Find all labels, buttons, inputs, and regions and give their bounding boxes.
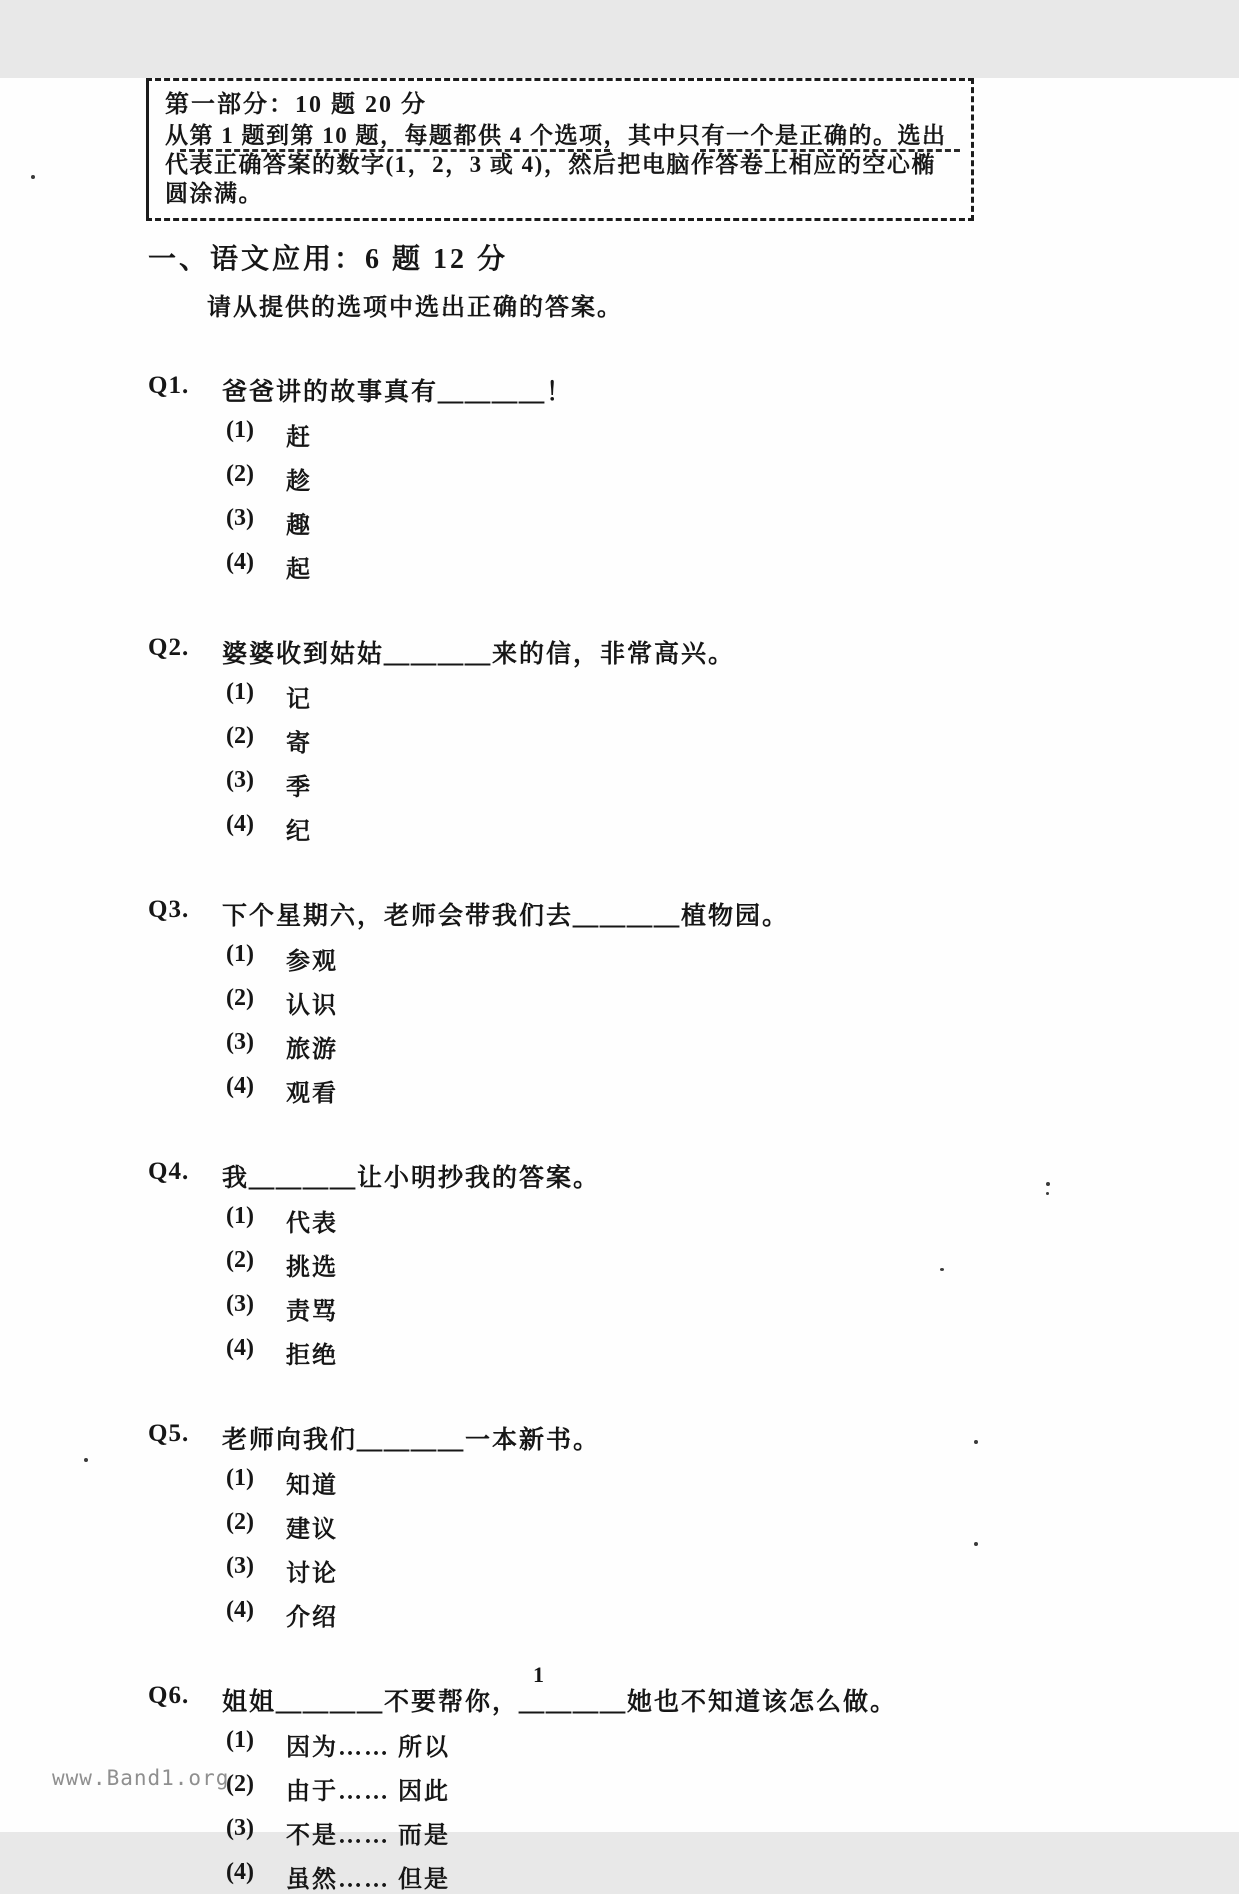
scan-speckle [974,1440,978,1444]
option [226,1247,1239,1282]
option-text: 代表 [286,1211,338,1237]
option-number: (4) [226,1597,254,1623]
option [226,1465,1239,1500]
option [226,461,1239,496]
option-text: 观看 [286,1081,338,1107]
option-number: (3) [226,767,254,793]
option-text: 旅游 [286,1037,338,1063]
option-text: 建议 [286,1517,338,1543]
option-number: (2) [226,1509,254,1535]
section-instruction: 请从提供的选项中选出正确的答案。 [207,295,623,321]
option [226,811,1239,846]
option-number: (4) [226,811,254,837]
option-number: (1) [226,1203,254,1229]
option [226,767,1239,802]
option-text: 不是…… 而是 [286,1823,450,1849]
question-stem: 我＿＿＿＿让小明抄我的答案。 [222,1165,601,1192]
option-text: 虽然…… 但是 [286,1867,450,1893]
option-number: (1) [226,941,254,967]
option-text: 知道 [286,1473,338,1499]
question-3 [148,896,1239,1108]
option-number: (2) [226,985,254,1011]
option [226,1203,1239,1238]
option [226,1859,1239,1894]
option-number: (3) [226,1291,254,1317]
exam-page [0,78,1239,1893]
scan-dash-artifact [180,149,610,152]
option [226,417,1239,452]
option-text: 责骂 [286,1299,338,1325]
question-4 [148,1158,1239,1370]
question-number: Q3. [148,896,190,923]
scan-speckle [974,1542,978,1546]
option-text: 由于…… 因此 [286,1779,450,1805]
option-text: 认识 [286,993,338,1019]
option [226,723,1239,758]
question-5 [148,1420,1239,1632]
option-text: 纪 [286,819,312,845]
option-text: 季 [286,775,312,801]
question-number: Q4. [148,1158,190,1185]
option-number: (1) [226,679,254,705]
option-text: 寄 [286,731,312,757]
option-text: 参观 [286,949,338,975]
option-text: 趣 [286,513,312,539]
option [226,549,1239,584]
option [226,1815,1239,1850]
option-text: 起 [286,557,312,583]
page-number: 1 [533,1662,544,1687]
instructions-line: 代表正确答案的数字(1，2，3 或 4)，然后把电脑作答卷上相应的空心椭 [165,152,936,177]
scan-speckle [1046,1182,1050,1186]
option [226,941,1239,976]
watermark-url: www.Band1.org [52,1766,230,1790]
question-2 [148,634,1239,846]
option [226,1771,1239,1806]
instructions-line: 从第 1 题到第 10 题，每题都供 4 个选项，其中只有一个是正确的。选出 [165,123,947,148]
option [226,1597,1239,1632]
question-6 [148,1682,1239,1894]
scan-speckle [31,175,35,179]
section-heading: 一、语文应用：6 题 12 分 [148,244,509,275]
option-text: 拒绝 [286,1343,338,1369]
option-number: (2) [226,461,254,487]
option [226,1553,1239,1588]
scan-speckle [84,1458,88,1462]
option-number: (1) [226,1465,254,1491]
option-number: (4) [226,549,254,575]
option-text: 挑选 [286,1255,338,1281]
scan-dash-artifact [700,149,960,152]
option-number: (4) [226,1335,254,1361]
option [226,679,1239,714]
question-stem: 下个星期六，老师会带我们去＿＿＿＿植物园。 [222,903,790,930]
section-part-title: 第一部分：10 题 20 分 [165,92,427,118]
option-number: (2) [226,1247,254,1273]
option [226,1029,1239,1064]
option-number: (1) [226,1727,254,1753]
question-number: Q5. [148,1420,190,1447]
option-text: 介绍 [286,1605,338,1631]
question-number: Q2. [148,634,190,661]
option [226,1291,1239,1326]
question-stem: 爸爸讲的故事真有＿＿＿＿！ [222,379,574,406]
option [226,505,1239,540]
option [226,1073,1239,1108]
option-number: (4) [226,1073,254,1099]
option-number: (1) [226,417,254,443]
scan-speckle [940,1268,944,1271]
question-1 [148,372,1239,584]
question-number: Q1. [148,372,190,399]
option-number: (3) [226,1815,254,1841]
option-number: (3) [226,505,254,531]
option-text: 记 [286,687,312,713]
option-text: 趁 [286,469,312,495]
option-text: 因为…… 所以 [286,1735,450,1761]
scan-speckle [1046,1192,1049,1195]
option-text: 讨论 [286,1561,338,1587]
option [226,1509,1239,1544]
option-number: (3) [226,1553,254,1579]
question-number: Q6. [148,1682,190,1709]
instructions-line: 圆涂满。 [165,181,263,206]
option-number: (3) [226,1029,254,1055]
option-number: (4) [226,1859,254,1885]
option [226,1335,1239,1370]
option-text: 赶 [286,425,312,451]
option [226,985,1239,1020]
question-stem: 婆婆收到姑姑＿＿＿＿来的信，非常高兴。 [222,641,736,668]
option [226,1727,1239,1762]
option-number: (2) [226,1771,254,1797]
option-number: (2) [226,723,254,749]
question-stem: 老师向我们＿＿＿＿一本新书。 [222,1427,601,1454]
question-stem: 姐姐＿＿＿＿不要帮你，＿＿＿＿她也不知道该怎么做。 [222,1689,898,1716]
